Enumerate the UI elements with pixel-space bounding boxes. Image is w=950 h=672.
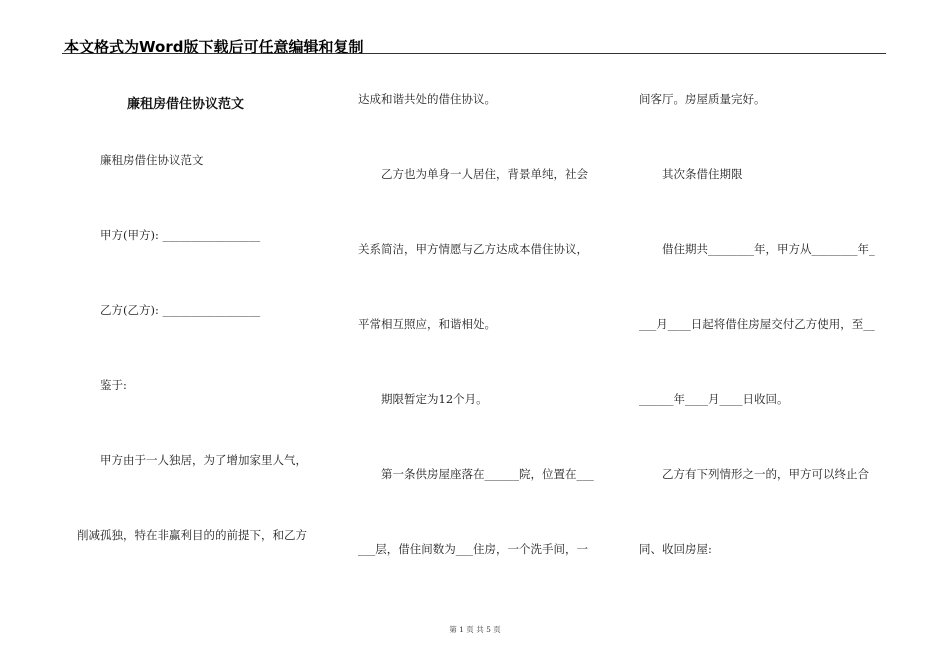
col2-line-5: 期限暂定为12个月。 bbox=[381, 392, 488, 406]
col3-line-5: ______年____月____日收回。 bbox=[639, 392, 789, 406]
col2-line-4: 平常相互照应，和谐相处。 bbox=[358, 317, 496, 331]
header-title: 本文格式为Word版下载后可任意编辑和复制 bbox=[64, 38, 364, 56]
col2-line-2: 乙方也为单身一人居住，背景单纯，社会 bbox=[381, 167, 588, 181]
col3-line-6: 乙方有下列情形之一的，甲方可以终止合 bbox=[662, 467, 869, 481]
col1-line-3: 乙方(乙方): _________________ bbox=[100, 303, 261, 317]
col3-line-2: 其次条借住期限 bbox=[662, 167, 743, 181]
col3-line-1: 间客厅。房屋质量完好。 bbox=[639, 92, 766, 106]
header-divider bbox=[62, 53, 886, 54]
col1-line-6: 削减孤独，特在非赢利目的的前提下，和乙方 bbox=[77, 528, 307, 542]
col2-line-6: 第一条供房屋座落在______院，位置在___ bbox=[381, 467, 594, 481]
col2-line-3: 关系简洁，甲方情愿与乙方达成本借住协议， bbox=[358, 242, 588, 256]
col3-line-4: ___月____日起将借住房屋交付乙方使用，至__ bbox=[639, 317, 875, 331]
col1-line-5: 甲方由于一人独居，为了增加家里人气， bbox=[100, 453, 307, 467]
col3-line-7: 同、收回房屋: bbox=[639, 542, 712, 556]
col3-line-3: 借住期共________年，甲方从________年_ bbox=[662, 242, 875, 256]
col2-line-7: ___层，借住间数为___住房，一个洗手间，一 bbox=[358, 542, 588, 556]
document-title: 廉租房借住协议范文 bbox=[127, 97, 245, 112]
col1-line-4: 鉴于: bbox=[100, 378, 127, 392]
col1-line-1: 廉租房借住协议范文 bbox=[100, 153, 204, 167]
page-number: 第 1 页 共 5 页 bbox=[449, 625, 501, 634]
col1-line-2: 甲方(甲方): _________________ bbox=[100, 228, 261, 242]
col2-line-1: 达成和谐共处的借住协议。 bbox=[358, 92, 496, 106]
